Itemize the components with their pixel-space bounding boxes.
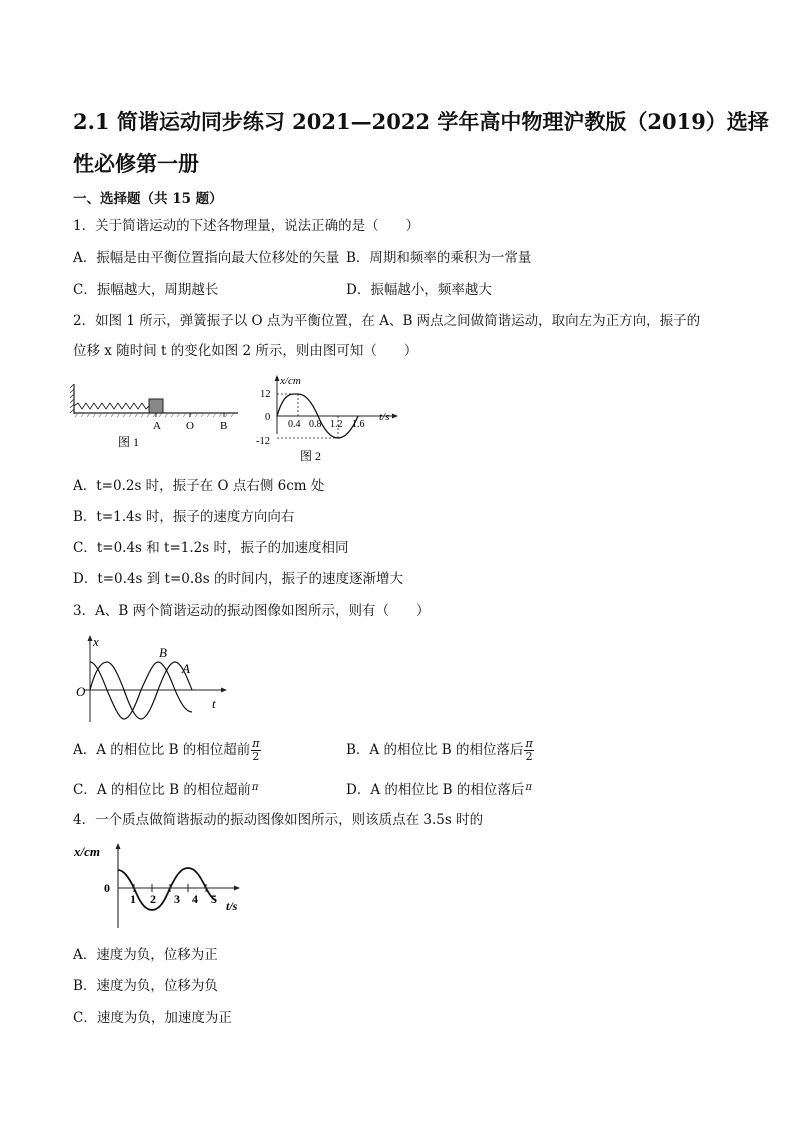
q2-stem-line2: 位移 x 随时间 t 的变化如图 2 所示，则由图可知（ ） [73, 343, 418, 359]
y-tick-12: 12 [260, 389, 271, 400]
q4-stem: 4．一个质点做简谐振动的振动图像如图所示，则该质点在 3.5s 时的 [73, 812, 484, 828]
point-b-label: B [220, 420, 228, 432]
x-tick-2: 0.8 [309, 419, 322, 430]
curve-a-label: A [182, 661, 190, 676]
q3-option-d: D．A 的相位比 B 的相位落后$^\pi$ [346, 782, 532, 798]
q3-option-a: A．A 的相位比 B 的相位超前 $\frac{\pi}{2}$ [73, 737, 260, 763]
figure1-caption: 图 1 [118, 435, 140, 449]
q2-figure1 [70, 376, 245, 451]
q1-option-c: C．振幅越大，周期越长 [73, 282, 219, 298]
pi-over-2-fraction: $\frac{\pi}{2}$ [525, 737, 533, 763]
q3-option-b: B．A 的相位比 B 的相位落后 $\frac{\pi}{2}$ [346, 737, 533, 763]
q2-figure2 [250, 372, 400, 467]
q1-option-b: B．周期和频率的乘积为一常量 [346, 250, 532, 266]
oscillator-block [149, 399, 163, 413]
x-tick-3: 1.2 [330, 419, 343, 430]
x-axis-label: t/s [226, 899, 238, 913]
point-o-label: O [186, 420, 194, 432]
pi-over-2-fraction: $\frac{\pi}{2}$ [252, 737, 260, 763]
q4-figure [72, 840, 252, 932]
y-axis-label: x/cm [74, 844, 100, 859]
section-heading: 一、选择题（共 15 题） [73, 191, 223, 207]
x-axis-label: t [212, 696, 216, 711]
point-a-label: A [153, 420, 161, 432]
origin-label: O [76, 684, 86, 699]
x-tick-4: 1.6 [352, 419, 365, 430]
floor-hatching [75, 413, 234, 417]
q2-option-a: A．t=0.2s 时，振子在 O 点右侧 6cm 处 [73, 478, 325, 494]
q1-option-d: D．振幅越小，频率越大 [346, 282, 492, 298]
q3-stem: 3．A、B 两个简谐运动的振动图像如图所示，则有（ ） [73, 603, 430, 619]
q4-option-c: C．速度为负，加速度为正 [73, 1010, 232, 1026]
doc-title-line2: 性必修第一册 [73, 151, 199, 176]
curve-b-label: B [159, 645, 167, 660]
q1-option-a: A．振幅是由平衡位置指向最大位移处的矢量 [73, 250, 340, 266]
x-tick-5: 5 [211, 892, 217, 906]
doc-title-line1: 2.1 简谐运动同步练习 2021—2022 学年高中物理沪教版（2019）选择 [73, 109, 769, 134]
origin-label: 0 [104, 881, 110, 895]
q2-stem-line1: 2．如图 1 所示，弹簧振子以 O 点为平衡位置，在 A、B 两点之间做简谐运动，取向左为正方向，振子的 [73, 313, 701, 329]
q3-figure [74, 632, 234, 727]
spring-coil [74, 403, 149, 409]
x-tick-4: 4 [192, 892, 198, 906]
figure2-caption: 图 2 [300, 449, 322, 463]
y-axis-label: x [93, 634, 99, 649]
q1-stem: 1．关于简谐运动的下述各物理量，说法正确的是（ ） [73, 218, 420, 234]
x-axis-label: t/s [379, 411, 390, 423]
q2-option-b: B．t=1.4s 时，振子的速度方向向右 [73, 509, 295, 525]
y-axis-label: x/cm [280, 375, 301, 387]
x-tick-1: 1 [130, 892, 136, 906]
y-tick-neg12: -12 [256, 436, 270, 447]
q4-option-a: A．速度为负，位移为正 [73, 947, 218, 963]
x-tick-3: 3 [174, 892, 180, 906]
q2-option-d: D．t=0.4s 到 t=0.8s 的时间内，振子的速度逐渐增大 [73, 571, 403, 587]
q2-option-c: C．t=0.4s 和 t=1.2s 时，振子的加速度相同 [73, 540, 349, 556]
x-tick-2: 2 [150, 892, 156, 906]
y-tick-0: 0 [265, 412, 271, 423]
q4-option-b: B．速度为负，位移为负 [73, 978, 218, 994]
x-tick-1: 0.4 [288, 419, 301, 430]
q3-option-c: C．A 的相位比 B 的相位超前$^\pi$ [73, 782, 259, 798]
